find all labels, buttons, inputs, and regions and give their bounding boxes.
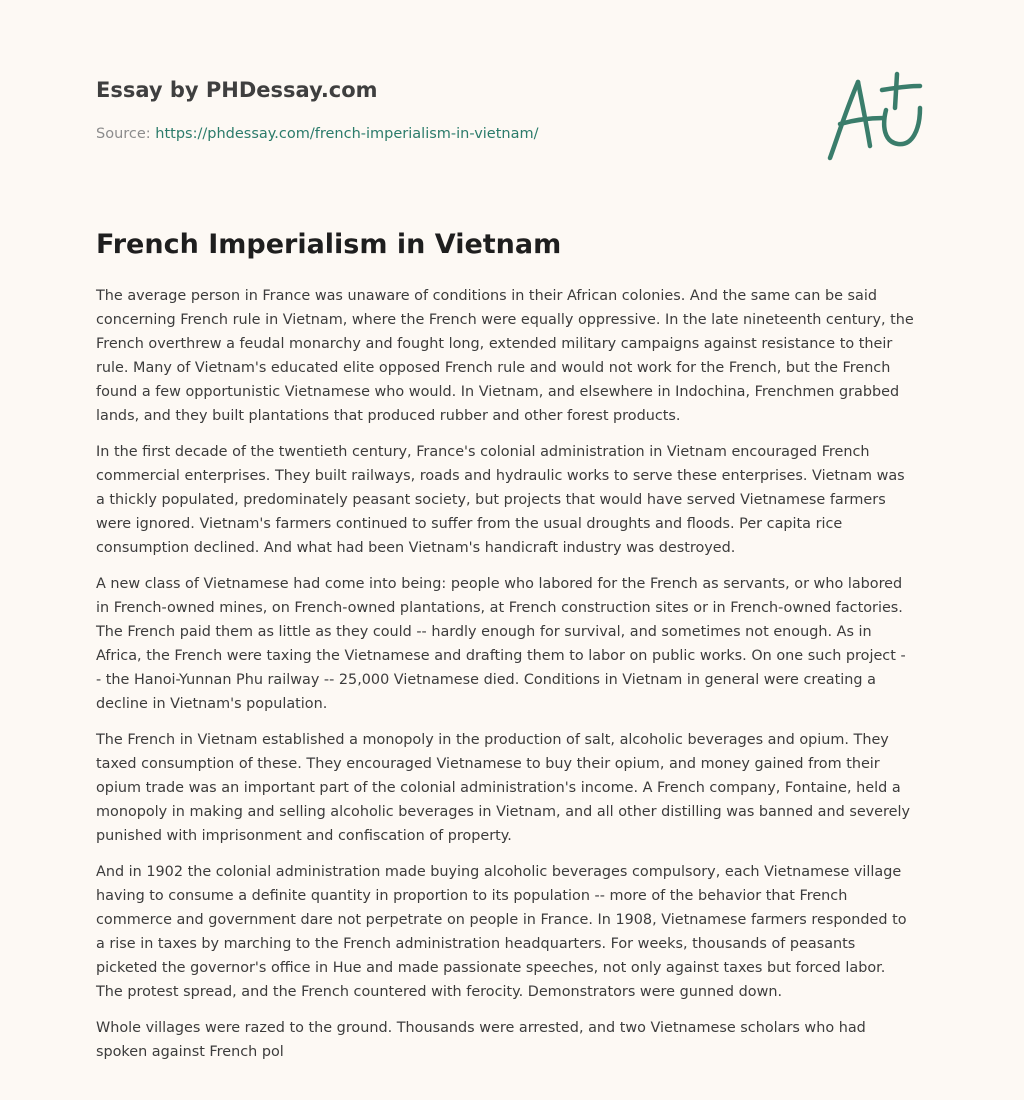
essay-paragraph: The average person in France was unaware of conditions in their African colonies. And the same can be said concerning French rule in Vietnam, where the French were equally oppressive. In the late nineteenth century, the French overthrew a feudal monarchy and fought long, extended military campaigns against resistance to their rule. Many of Vietnam's educated elite opposed French rule and would not work for the French, but the French found a few opportunistic Vietnamese who would. In Vietnam, and elsewhere in Indochina, Frenchmen grabbed lands, and they built plantations that produced rubber and other forest products. [96,288,914,424]
source-link[interactable]: https://phdessay.com/french-imperialism-in-vietnam/ [155,126,539,142]
site-title: Essay by PHDessay.com [96,78,378,102]
essay-paragraph: A new class of Vietnamese had come into being: people who labored for the French as servants, or who labored in French-owned mines, on French-owned plantations, at French construction sites or in French-owned factories. The French paid them as little as they could -- hardly enough for survival, and sometimes not enough. As in Africa, the French were taxing the Vietnamese and drafting them to labor on public works. On one such project - - the Hanoi-Yunnan Phu railway -- 25,000 Vietnamese died. Conditions in Vietnam in general were creating a decline in Vietnam's population. [96,576,906,712]
source-label: Source: [96,126,156,142]
essay-paragraph: The French in Vietnam established a monopoly in the production of salt, alcoholic beverages and opium. They taxed consumption of these. They encouraged Vietnamese to buy their opium, and money gained from their opium trade was an important part of the colonial administration's income. A French company, Fontaine, held a monopoly in making and selling alcoholic beverages in Vietnam, and all other distilling was banned and severely punished with imprisonment and confiscation of property. [96,732,911,844]
essay-paragraph: In the first decade of the twentieth century, France's colonial administration in Vietnam encouraged French commercial enterprises. They built railways, roads and hydraulic works to serve these enterprises. Vietnam was a thickly populated, predominately peasant society, but projects that would have served Vietnamese farmers were ignored. Vietnam's farmers continued to suffer from the usual droughts and floods. Per capita rice consumption declined. And what had been Vietnam's handicraft industry was destroyed. [96,444,905,556]
essay-paragraph: And in 1902 the colonial administration made buying alcoholic beverages compulsory, each Vietnamese village having to consume a definite quantity in proportion to its population -- more of the behavior that French commerce and government dare not perpetrate on people in France. In 1908, Vietnamese farmers responded to a rise in taxes by marching to the French administration headquarters. For weeks, thousands of peasants picketed the governor's office in Hue and made passionate speeches, not only against taxes but forced labor. The protest spread, and the French countered with ferocity. Demonstrators were gunned down. [96,864,907,1000]
essay-article [96,225,932,1076]
source-line [96,124,796,144]
essay-header [96,76,796,144]
a-plus-logo-icon [820,66,930,170]
essay-title: French Imperialism in Vietnam [96,229,562,260]
essay-paragraph: Whole villages were razed to the ground. Thousands were arrested, and two Vietnamese scholars who had spoken against French pol [96,1020,866,1060]
